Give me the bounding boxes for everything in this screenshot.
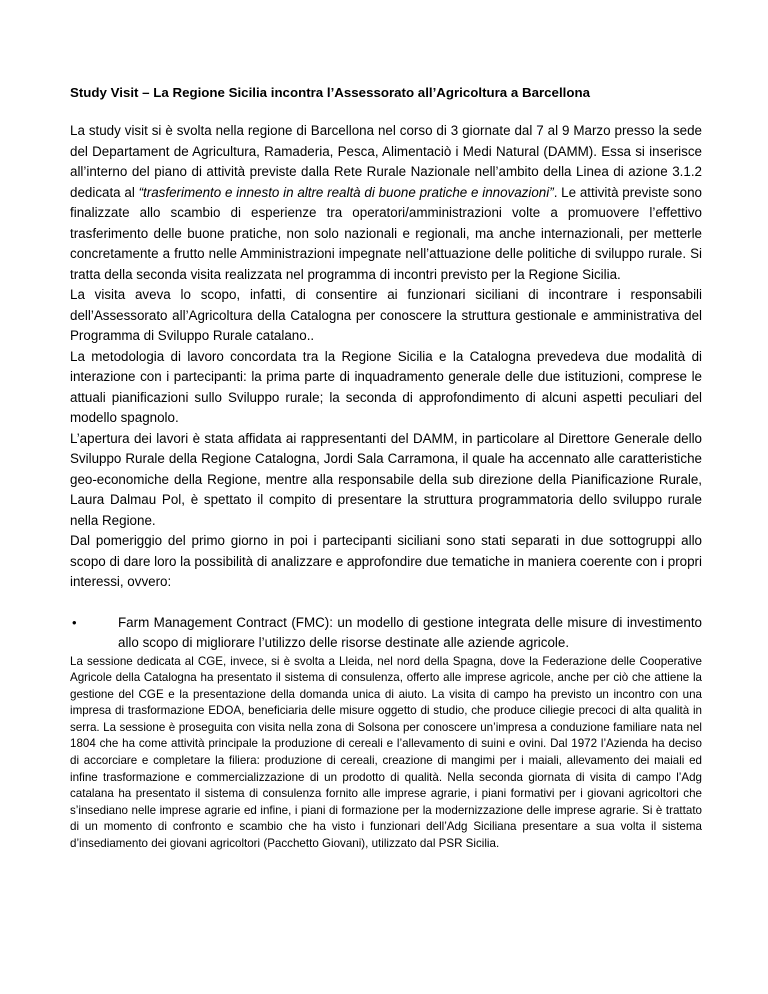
- paragraph-intro-text-b: . Le attività previste sono finalizzate allo scambio di esperienze tra operatori/amministrazioni volte a promuovere l’effettivo trasferimento delle buone pratiche, non solo nazionali e regionali, ma anche internazionali, per metterle concretamente a frutto nelle Amministrazioni impegnate nell’attuazione delle politiche di sviluppo rurale. Si tratta della seconda visita realizzata nel programma di incontri previsto per la Regione Sicilia.: [70, 184, 702, 282]
- paragraph-purpose: La visita aveva lo scopo, infatti, di consentire ai funzionari siciliani di incontrare i responsabili dell’Assessorato all’Agricoltura della Catalogna per conoscere la struttura gestionale e amministrativa del Programma di Sviluppo Rurale catalano..: [70, 287, 702, 343]
- list-item: [70, 613, 702, 654]
- bullet-icon: •: [72, 614, 77, 630]
- list-item-text: Farm Management Contract (FMC): un modello di gestione integrata delle misure di investimento allo scopo di migliorare l’utilizzo delle risorse destinate alle aziende agricole.: [118, 614, 702, 650]
- paragraph-cge-session: La sessione dedicata al CGE, invece, si è svolta a Lleida, nel nord della Spagna, dove la Federazione delle Cooperative Agricole della Catalogna ha presentato il sistema di consulenza, offerto alle imprese agricole, anche per ciò che attiene la gestione del CGE e la presentazione della domanda unica di aiuto. La visita di campo ha previsto un incontro con una impresa di trasformazione EDOA, beneficiaria delle misure oggetto di studio, che produce ciliegie precoci di alta qualità in serra. La sessione è proseguita con visita nella zona di Solsona per conoscere un’impresa a conduzione familiare nata nel 1804 che ha come attività principale la produzione di cereali e l’allevamento di suini e ovini. Dal 1972 l’Azienda ha deciso di accorciare e completare la filiera: produzione di cereali, creazione di mangimi per i maiali, allevamento dei maiali ed infine trasformazione e commercializzazione di un prodotto di qualità. Nella seconda giornata di visita di campo l’Adg catalana ha presentato il sistema di consulenza fornito alle imprese agrarie, i piani formativi per i giovani agricoltori che s’insediano nelle imprese agrarie ed infine, i piani di formazione per la modernizzazione delle imprese agrarie. Si è trattato di un momento di confronto e scambio che ha visto i funzionari dell’Adg Siciliana presentare a sua volta il sistema d’insediamento dei giovani agricoltori (Pacchetto Giovani), utilizzato dal PSR Sicilia.: [70, 654, 702, 851]
- paragraph-methodology: La metodologia di lavoro concordata tra la Regione Sicilia e la Catalogna prevedeva due modalità di interazione con i partecipanti: la prima parte di inquadramento generale delle due istituzioni, comprese le attuali pianificazioni sullo Sviluppo rurale; la seconda di approfondimento di alcuni aspetti peculiari del modello spagnolo.: [70, 348, 702, 425]
- paragraph-opening: L’apertura dei lavori è stata affidata ai rappresentanti del DAMM, in particolare al Direttore Generale dello Sviluppo Rurale della Regione Catalogna, Jordi Sala Carramona, il quale ha accennato alle caratteristiche geo-economiche della Regione, mentre alla responsabile della sub direzione della Pianificazione Rurale, Laura Dalmau Pol, è spettato il compito di presentare la struttura programmatoria dello sviluppo rurale nella Regione.: [70, 430, 702, 528]
- document-title: Study Visit – La Regione Sicilia incontra l’Assessorato all’Agricoltura a Barcellona: [70, 85, 590, 100]
- paragraph-subgroups: Dal pomeriggio del primo giorno in poi i partecipanti siciliani sono stati separati in due sottogruppi allo scopo di dare loro la possibilità di analizzare e approfondire due tematiche in maniera coerente con i propri interessi, ovvero:: [70, 533, 702, 589]
- paragraph-intro: [70, 121, 702, 285]
- paragraph-intro-quote: “trasferimento e innesto in altre realtà di buone pratiche e innovazioni”: [138, 184, 554, 200]
- paragraph-intro-text-a: La study visit si è svolta nella regione di Barcellona nel corso di 3 giornate dal 7 al 9 Marzo presso la sede del Departament de Agricultura, Ramaderia, Pesca, Alimentaciò i Medi Natural (DAMM). Essa si inserisce all’interno del piano di attività previste dalla Rete Rurale Nazionale nell’ambito della Linea di azione 3.1.2 dedicata al: [70, 123, 702, 200]
